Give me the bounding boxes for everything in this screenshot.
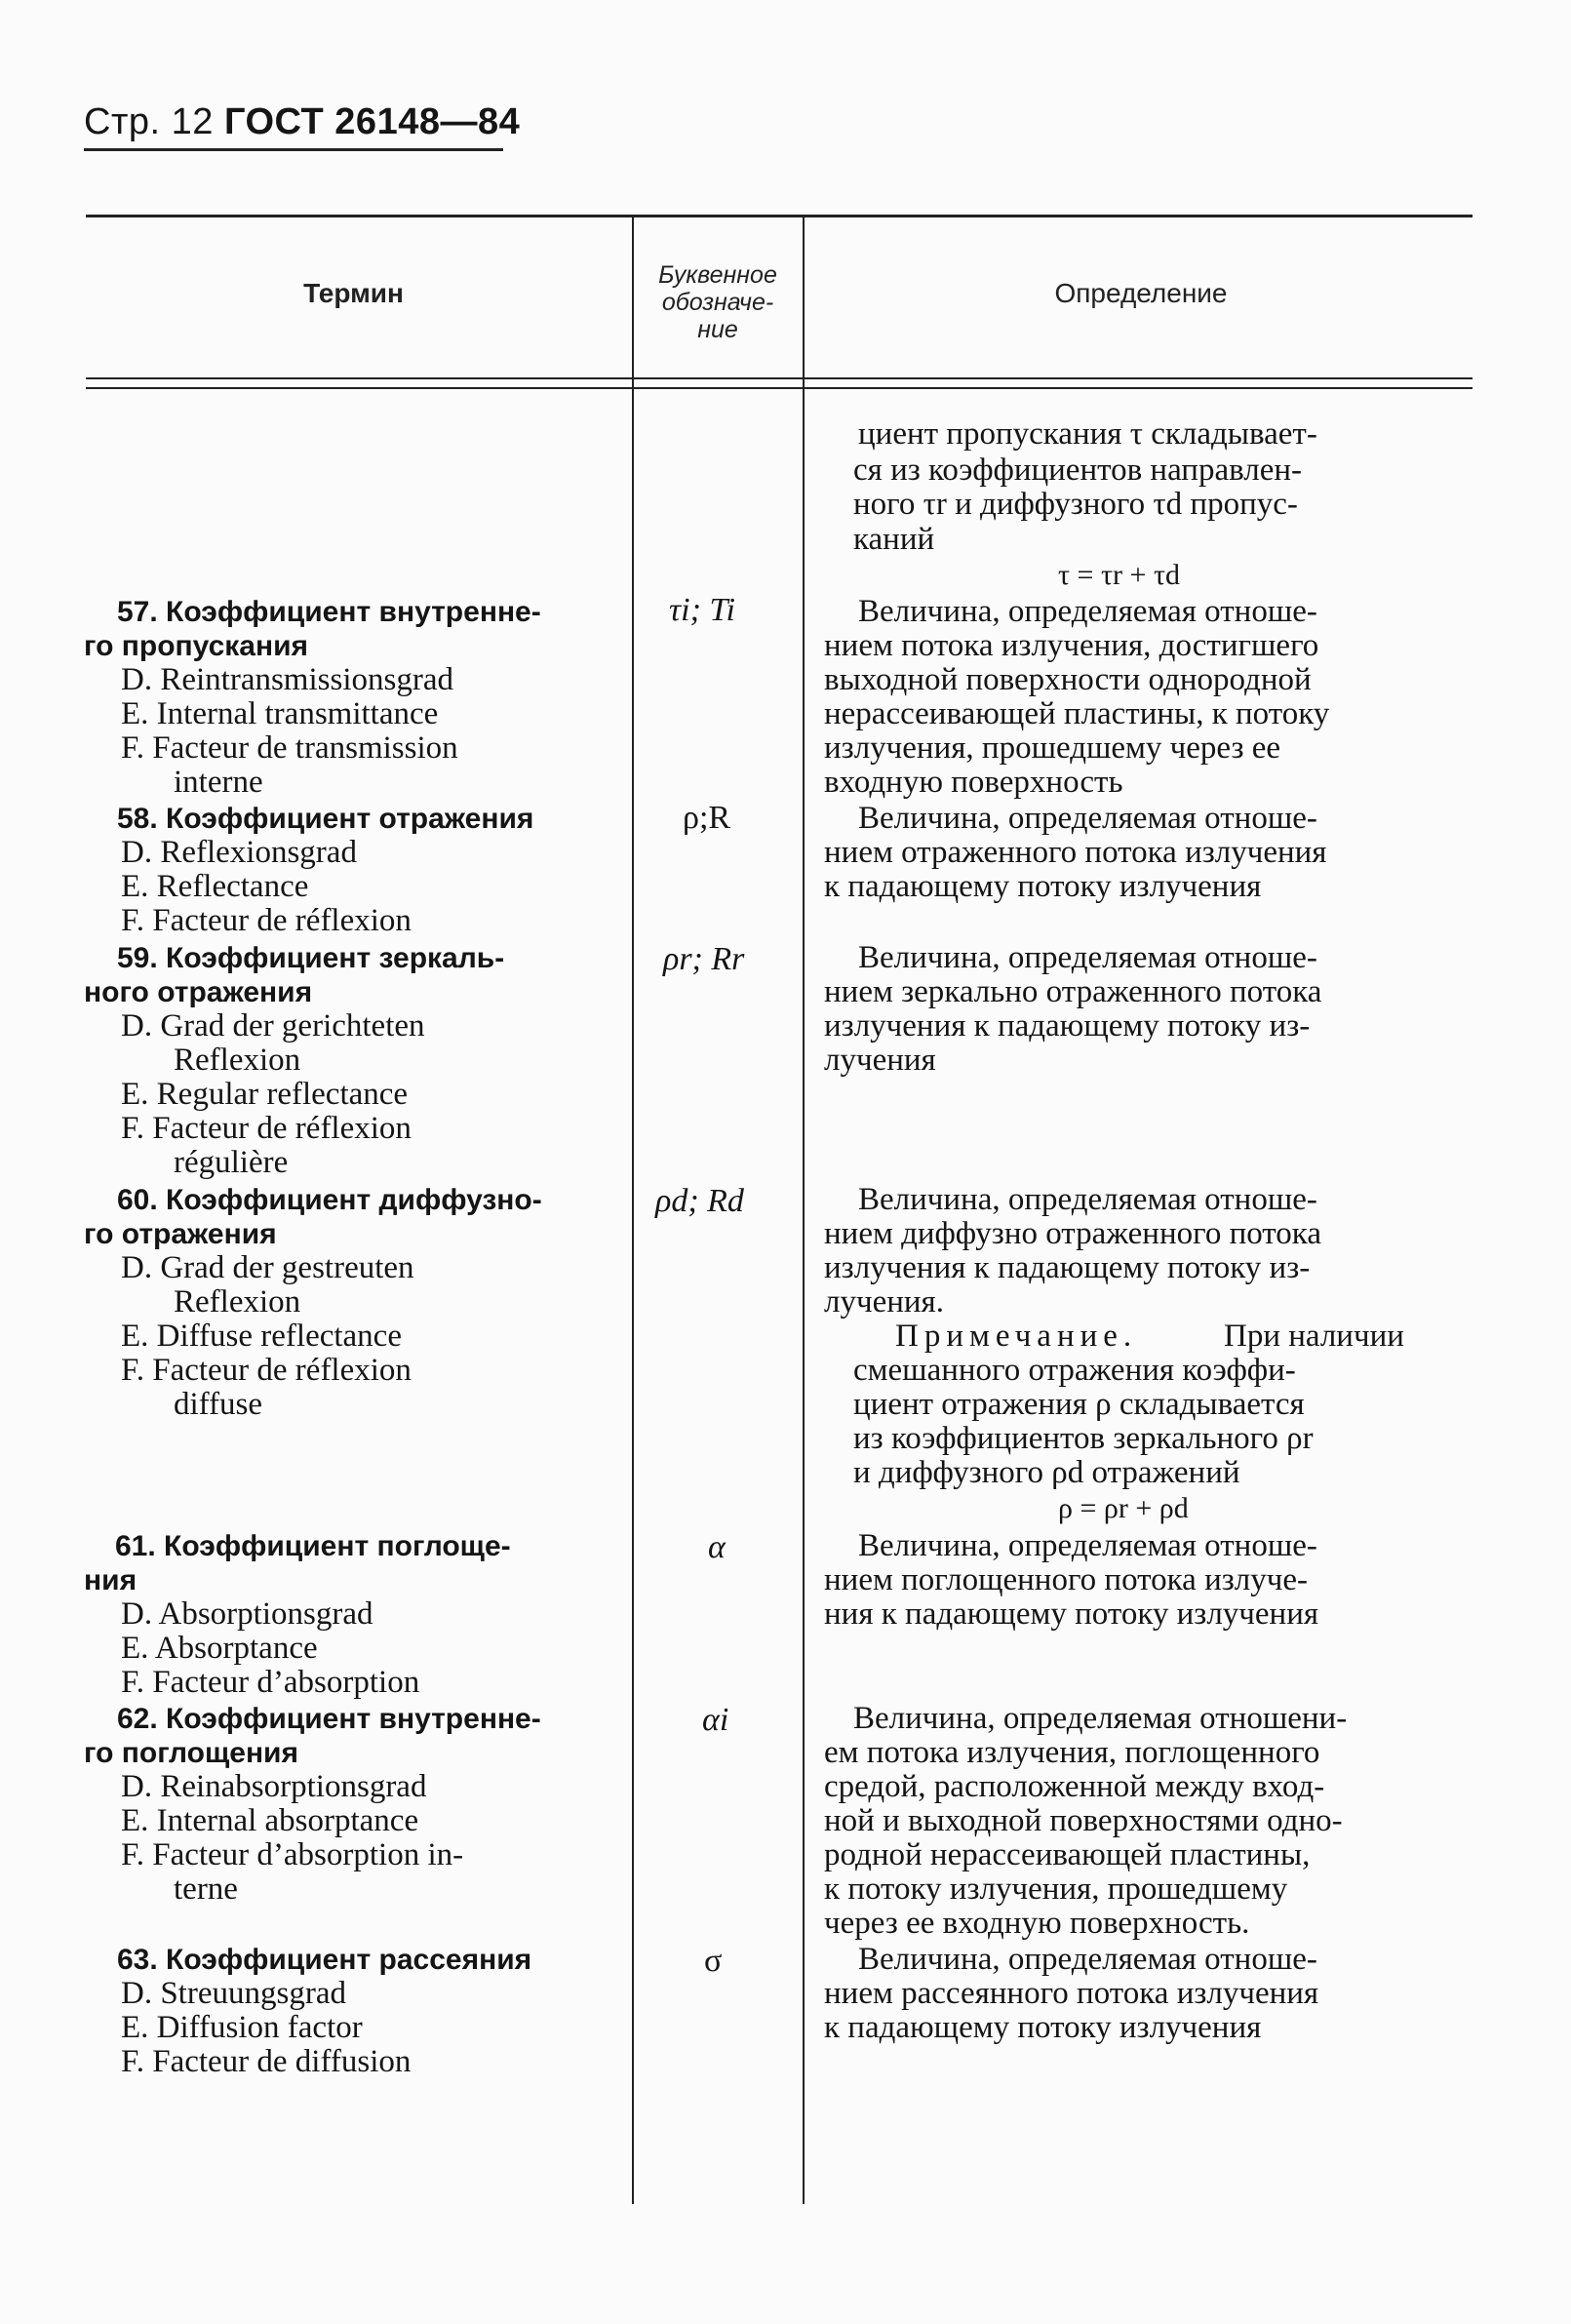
term-title: го поглощения [84,1737,299,1769]
term-symbol: ρd; Rd [655,1183,744,1219]
term-title: го пропускания [84,630,309,662]
note-line: циент отражения ρ складывается [853,1387,1305,1422]
column-header-symbol-line: обозначе- [661,289,774,316]
column-header-symbol-line: ние [697,316,738,343]
table-head-rule-2 [86,387,1473,389]
definition-line: Величина, определяемая отноше- [858,1182,1317,1217]
term-title: ного отражения [84,976,313,1008]
definition-line: родной нерассеивающей пластины, [824,1837,1311,1872]
term-translation: F. Facteur de réflexion [121,1353,412,1388]
definition-line: нием рассеянного потока излучения [824,1976,1319,2011]
continuation-line: ся из коэффициентов направлен- [853,453,1303,488]
column-header-symbol-line: Буквенное [658,261,777,289]
continuation-line: каний [853,522,935,557]
term-translation: F. Facteur d’absorption [121,1665,420,1700]
term-title: го отражения [84,1218,277,1250]
definition-line: к падающему потоку излучения [824,2010,1262,2045]
table-top-rule [86,215,1473,217]
note-line: из коэффициентов зеркального ρr [853,1421,1314,1456]
definition-line: нерассеивающей пластины, к потоку [824,696,1330,731]
term-symbol: α [708,1529,726,1565]
column-header-term: Термин [303,278,404,308]
term-translation: E. Diffusion factor [121,2010,363,2045]
definition-line: к потоку излучения, прошедшему [824,1871,1288,1907]
term-translation: D. Grad der gerichteten [121,1008,425,1044]
term-translation: F. Facteur de diffusion [121,2044,412,2079]
term-translation: D. Reintransmissionsgrad [121,662,453,697]
column-header-definition: Определение [1054,278,1228,308]
term-symbol: αi [702,1702,729,1738]
page-number: Стр. 12 [84,101,214,142]
definition-line: через ее входную поверхность. [824,1906,1250,1941]
definition-line: Величина, определяемая отноше- [858,1942,1317,1977]
column-divider-right [803,217,805,2204]
definition-line: ем потока излучения, поглощенного [824,1735,1320,1770]
term-translation: interne [174,765,263,800]
table-head-rule-1 [86,377,1473,379]
standard-number: ГОСТ 26148—84 [223,101,521,142]
definition-line: Величина, определяемая отноше- [858,801,1317,836]
term-symbol: τi; Ti [669,592,735,628]
term-translation: F. Facteur de transmission [121,730,458,766]
term-translation: F. Facteur de réflexion [121,1111,412,1146]
definition-line: излучения, прошедшему через ее [824,730,1281,766]
continuation-formula: τ = τr + τd [1058,559,1180,591]
note-heading: Примечание. [895,1319,1138,1354]
term-translation: D. Absorptionsgrad [121,1596,373,1632]
term-translation: Reflexion [174,1043,301,1078]
term-translation: F. Facteur de réflexion [121,903,412,938]
definition-line: ния к падающему потоку излучения [824,1596,1319,1632]
term-translation: terne [174,1871,238,1907]
term-title: 63. Коэффициент рассеяния [117,1944,532,1976]
header-underline [84,148,503,151]
term-translation: régulière [174,1145,289,1180]
term-translation: D. Reflexionsgrad [121,835,357,870]
definition-line: лучения [824,1043,936,1078]
definition-line: нием диффузно отраженного потока [824,1216,1321,1251]
continuation-line: циент пропускания τ складывает- [858,416,1317,452]
definition-line: выходной поверхности однородной [824,662,1312,697]
note-line: смешанного отражения коэффи- [853,1353,1296,1388]
term-translation: E. Reflectance [121,869,309,904]
term-symbol: σ [704,1943,723,1979]
column-divider-left [632,217,634,2204]
definition-line: входную поверхность [824,765,1123,800]
term-translation: D. Grad der gestreuten [121,1250,414,1285]
term-symbol: ρ;R [683,800,731,836]
term-translation: E. Absorptance [121,1631,318,1666]
term-title: 62. Коэффициент внутренне- [117,1703,541,1735]
term-translation: diffuse [174,1387,263,1422]
term-title: 58. Коэффициент отражения [117,803,534,835]
definition-line: лучения. [824,1284,944,1320]
definition-line: нием зеркально отраженного потока [824,974,1322,1009]
column-header-symbol [636,261,800,343]
term-title: 59. Коэффициент зеркаль- [117,942,505,974]
term-title: 61. Коэффициент поглоще- [115,1530,511,1562]
page-header [84,101,520,143]
term-translation: D. Streuungsgrad [121,1976,346,2011]
definition-line: нием отраженного потока излучения [824,835,1327,870]
continuation-line: ного τr и диффузного τd пропус- [853,487,1298,522]
term-translation: D. Reinabsorptionsgrad [121,1769,427,1804]
definition-line: к падающему потоку излучения [824,869,1262,904]
term-translation: E. Internal absorptance [121,1803,419,1838]
definition-line: нием потока излучения, достигшего [824,628,1319,663]
note-line: При наличии [1224,1319,1404,1354]
definition-line: излучения к падающему потоку из- [824,1250,1311,1285]
term-translation: E. Regular reflectance [121,1077,409,1112]
definition-line: Величина, определяемая отноше- [858,1528,1317,1563]
definition-line: излучения к падающему потоку из- [824,1008,1311,1044]
term-title: 57. Коэффициент внутренне- [117,596,541,628]
definition-line: Величина, определяемая отношени- [853,1701,1348,1736]
term-translation: Reflexion [174,1284,301,1320]
term-translation: E. Internal transmittance [121,696,439,731]
term-translation: F. Facteur d’absorption in- [121,1837,464,1872]
definition-line: средой, расположенной между вход- [824,1769,1325,1804]
term-symbol: ρr; Rr [663,941,745,977]
term-title: ния [84,1564,137,1596]
definition-line: ной и выходной поверхностями одно- [824,1803,1343,1838]
definition-line: нием поглощенного потока излуче- [824,1562,1308,1597]
definition-line: Величина, определяемая отноше- [858,940,1317,975]
note-formula: ρ = ρr + ρd [1058,1492,1189,1524]
definition-line: Величина, определяемая отноше- [858,594,1317,629]
term-title: 60. Коэффициент диффузно- [117,1184,542,1216]
term-translation: E. Diffuse reflectance [121,1319,402,1354]
note-line: и диффузного ρd отражений [853,1455,1240,1490]
